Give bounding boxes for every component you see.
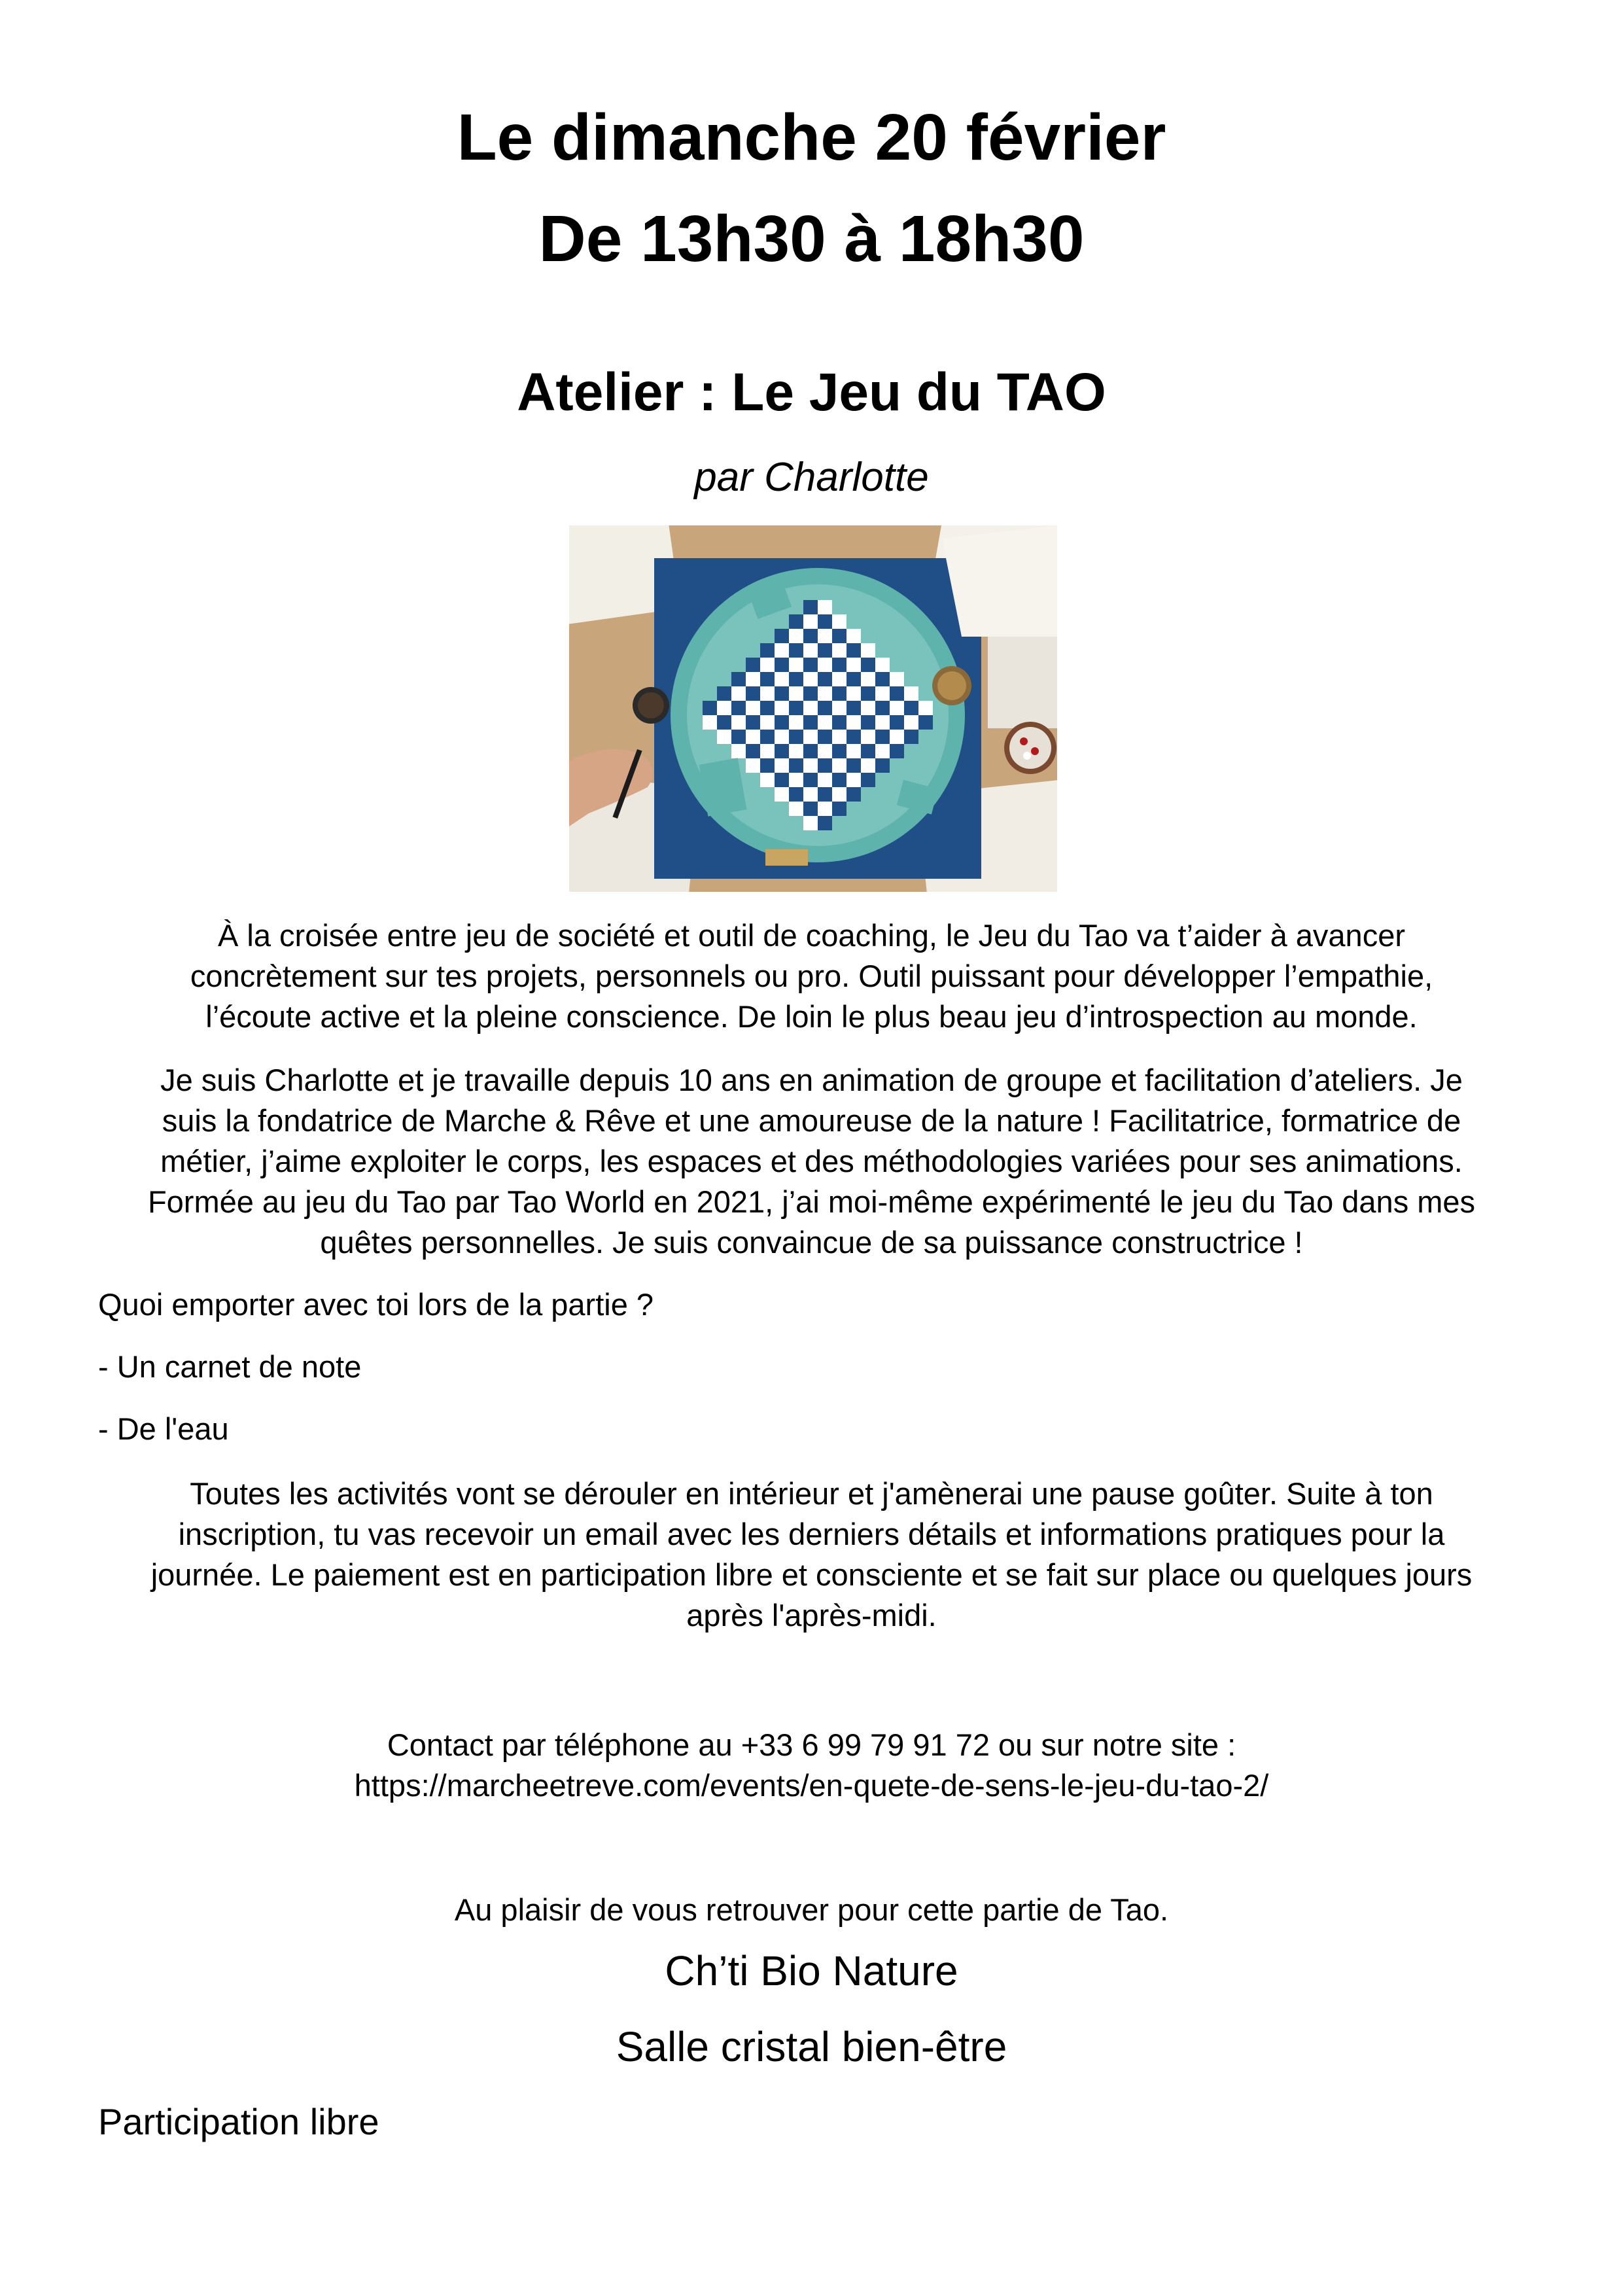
board-square [746,701,760,715]
board-square [818,744,832,758]
board-square [789,643,803,658]
event-presenter: par Charlotte [694,455,929,500]
board-square [846,787,861,802]
board-square [846,758,861,773]
board-square [803,715,818,730]
board-square [746,715,760,730]
board-square [832,787,846,802]
board-square [760,672,775,686]
bio-line: quêtes personnelles. Je suis convaincue de sa puissance constructrice ! [320,1225,1303,1260]
board-square [789,744,803,758]
board-square [861,715,875,730]
contact-line: Contact par téléphone au +33 6 99 79 91 72 ou sur notre site : [387,1727,1236,1762]
contact-url-link[interactable]: https://marcheetreve.com/events/en-quete-de-sens-le-jeu-du-tao-2/ [354,1768,1269,1803]
board-square [803,758,818,773]
board-square [818,802,832,816]
board-square [717,730,731,744]
board-square [803,701,818,715]
price-label: Participation libre [98,2101,379,2142]
board-square [818,787,832,802]
board-square [890,744,904,758]
board-square [818,773,832,787]
bring-item: - Un carnet de note [98,1349,362,1384]
board-square [832,730,846,744]
board-square [832,802,846,816]
closing-line: Au plaisir de vous retrouver pour cette partie de Tao. [454,1892,1169,1927]
board-square [803,773,818,787]
board-square [818,758,832,773]
board-square [818,730,832,744]
board-square [818,600,832,614]
board-square [789,658,803,672]
board-square [803,672,818,686]
board-square [731,715,746,730]
board-square [832,758,846,773]
board-square [803,686,818,701]
tao-game-photo [569,525,1057,892]
intro-line: concrètement sur tes projets, personnels ou pro. Outil puissant pour développer l’empathie, [190,959,1433,993]
board-square [731,744,746,758]
bring-question: Quoi emporter avec toi lors de la partie ? [98,1287,654,1322]
board-square [746,730,760,744]
board-square [746,744,760,758]
board-square [775,773,789,787]
board-square [832,629,846,643]
board-square [904,730,918,744]
board-square [875,701,890,715]
board-square [861,643,875,658]
board-square [789,715,803,730]
board-square [890,730,904,744]
board-square [875,715,890,730]
board-square [875,744,890,758]
board-square [818,701,832,715]
event-time: De 13h30 à 18h30 [538,202,1085,275]
event-title: Atelier : Le Jeu du TAO [517,362,1106,422]
board-square [890,672,904,686]
board-square [789,614,803,629]
board-square [746,758,760,773]
board-square [775,730,789,744]
board-square [832,701,846,715]
board-square [803,730,818,744]
board-square [832,715,846,730]
board-square [861,773,875,787]
board-square [832,643,846,658]
practical-paragraph [92,1474,1531,1636]
board-square [789,787,803,802]
board-square [875,672,890,686]
venue-room: Salle cristal bien-être [616,2023,1007,2070]
board-square [818,658,832,672]
board-square [818,816,832,830]
intro-line: l’écoute active et la pleine conscience. De loin le plus beau jeu d’introspection au monde. [205,999,1418,1034]
board-square [875,758,890,773]
board-square [789,773,803,787]
board-square [818,672,832,686]
board-square [760,658,775,672]
board-square [731,672,746,686]
board-square [846,773,861,787]
board-square [760,715,775,730]
board-square [760,643,775,658]
board-square [731,730,746,744]
practical-line: Toutes les activités vont se dérouler en intérieur et j'amènerai une pause goûter. Suite à ton [190,1476,1433,1511]
bring-item: - De l'eau [98,1411,229,1446]
board-square [832,658,846,672]
board-square [861,758,875,773]
board-square [760,686,775,701]
board-square [904,686,918,701]
board-square [832,744,846,758]
board-square [789,758,803,773]
board-square [803,744,818,758]
board-square [760,744,775,758]
board-square [803,629,818,643]
board-square [775,643,789,658]
board-square [775,758,789,773]
board-square [803,658,818,672]
practical-line: inscription, tu vas recevoir un email avec les derniers détails et informations pratiques pour la [178,1517,1445,1551]
practical-line: journée. Le paiement est en participation libre et consciente et se fait sur place ou quelques jours [150,1557,1473,1592]
board-square [832,773,846,787]
venue-name: Ch’ti Bio Nature [665,1947,958,1994]
board-square [789,701,803,715]
board-square [918,701,933,715]
board-square [775,658,789,672]
board-square [918,715,933,730]
board-square [746,672,760,686]
event-date: Le dimanche 20 février [457,101,1166,174]
board-square [861,701,875,715]
board-square [789,672,803,686]
board-square [760,773,775,787]
board-square [832,686,846,701]
board-square [760,701,775,715]
board-square [875,730,890,744]
board-square [890,701,904,715]
board-square [818,629,832,643]
board-square [775,672,789,686]
board-square [703,701,717,715]
board-square [861,730,875,744]
board-square [846,701,861,715]
bio-line: suis la fondatrice de Marche & Rêve et une amoureuse de la nature ! Facilitatrice, formatrice de [162,1103,1461,1138]
board-square [803,802,818,816]
board-square [846,643,861,658]
board-square [789,629,803,643]
board-square [861,658,875,672]
board-square [846,686,861,701]
board-square [760,730,775,744]
bio-line: métier, j’aime exploiter le corps, les espaces et des méthodologies variées pour ses animations. [160,1144,1463,1178]
board-square [775,686,789,701]
board-square [789,730,803,744]
board-square [789,802,803,816]
intro-line: À la croisée entre jeu de société et outil de coaching, le Jeu du Tao va t’aider à avancer [218,918,1405,953]
board-square [818,715,832,730]
board-square [875,686,890,701]
intro-paragraph [92,915,1531,1037]
board-square [818,686,832,701]
board-square [775,715,789,730]
board-square [846,672,861,686]
board-square [703,715,717,730]
board-square [890,686,904,701]
board-square [803,600,818,614]
board-square [861,744,875,758]
board-square [731,701,746,715]
board-square [803,643,818,658]
board-square [746,658,760,672]
board-square [731,686,746,701]
bio-line: Je suis Charlotte et je travaille depuis 10 ans en animation de groupe et facilitation d’ateliers. Je [160,1063,1463,1097]
board-square [818,643,832,658]
board-square [789,686,803,701]
board-square [775,701,789,715]
board-square [803,614,818,629]
board-square [846,730,861,744]
board-square [861,672,875,686]
board-square [717,686,731,701]
board-square [904,715,918,730]
board-square [904,701,918,715]
practical-line: après l'après-midi. [686,1598,937,1633]
board-square [818,614,832,629]
board-square [846,629,861,643]
board-square [861,686,875,701]
board-square [803,816,818,830]
board-square [775,787,789,802]
board-square [875,658,890,672]
board-square [803,787,818,802]
board-square [775,629,789,643]
board-square [717,715,731,730]
board-square [717,701,731,715]
board-square [890,715,904,730]
board-square [775,744,789,758]
board-square [760,758,775,773]
board-square [832,614,846,629]
board-square [846,658,861,672]
bio-line: Formée au jeu du Tao par Tao World en 2021, j’ai moi-même expérimenté le jeu du Tao dans mes [147,1184,1476,1219]
bio-paragraph [92,1060,1531,1263]
board-square [846,744,861,758]
board-square [846,715,861,730]
board-square [832,672,846,686]
board-square [746,686,760,701]
